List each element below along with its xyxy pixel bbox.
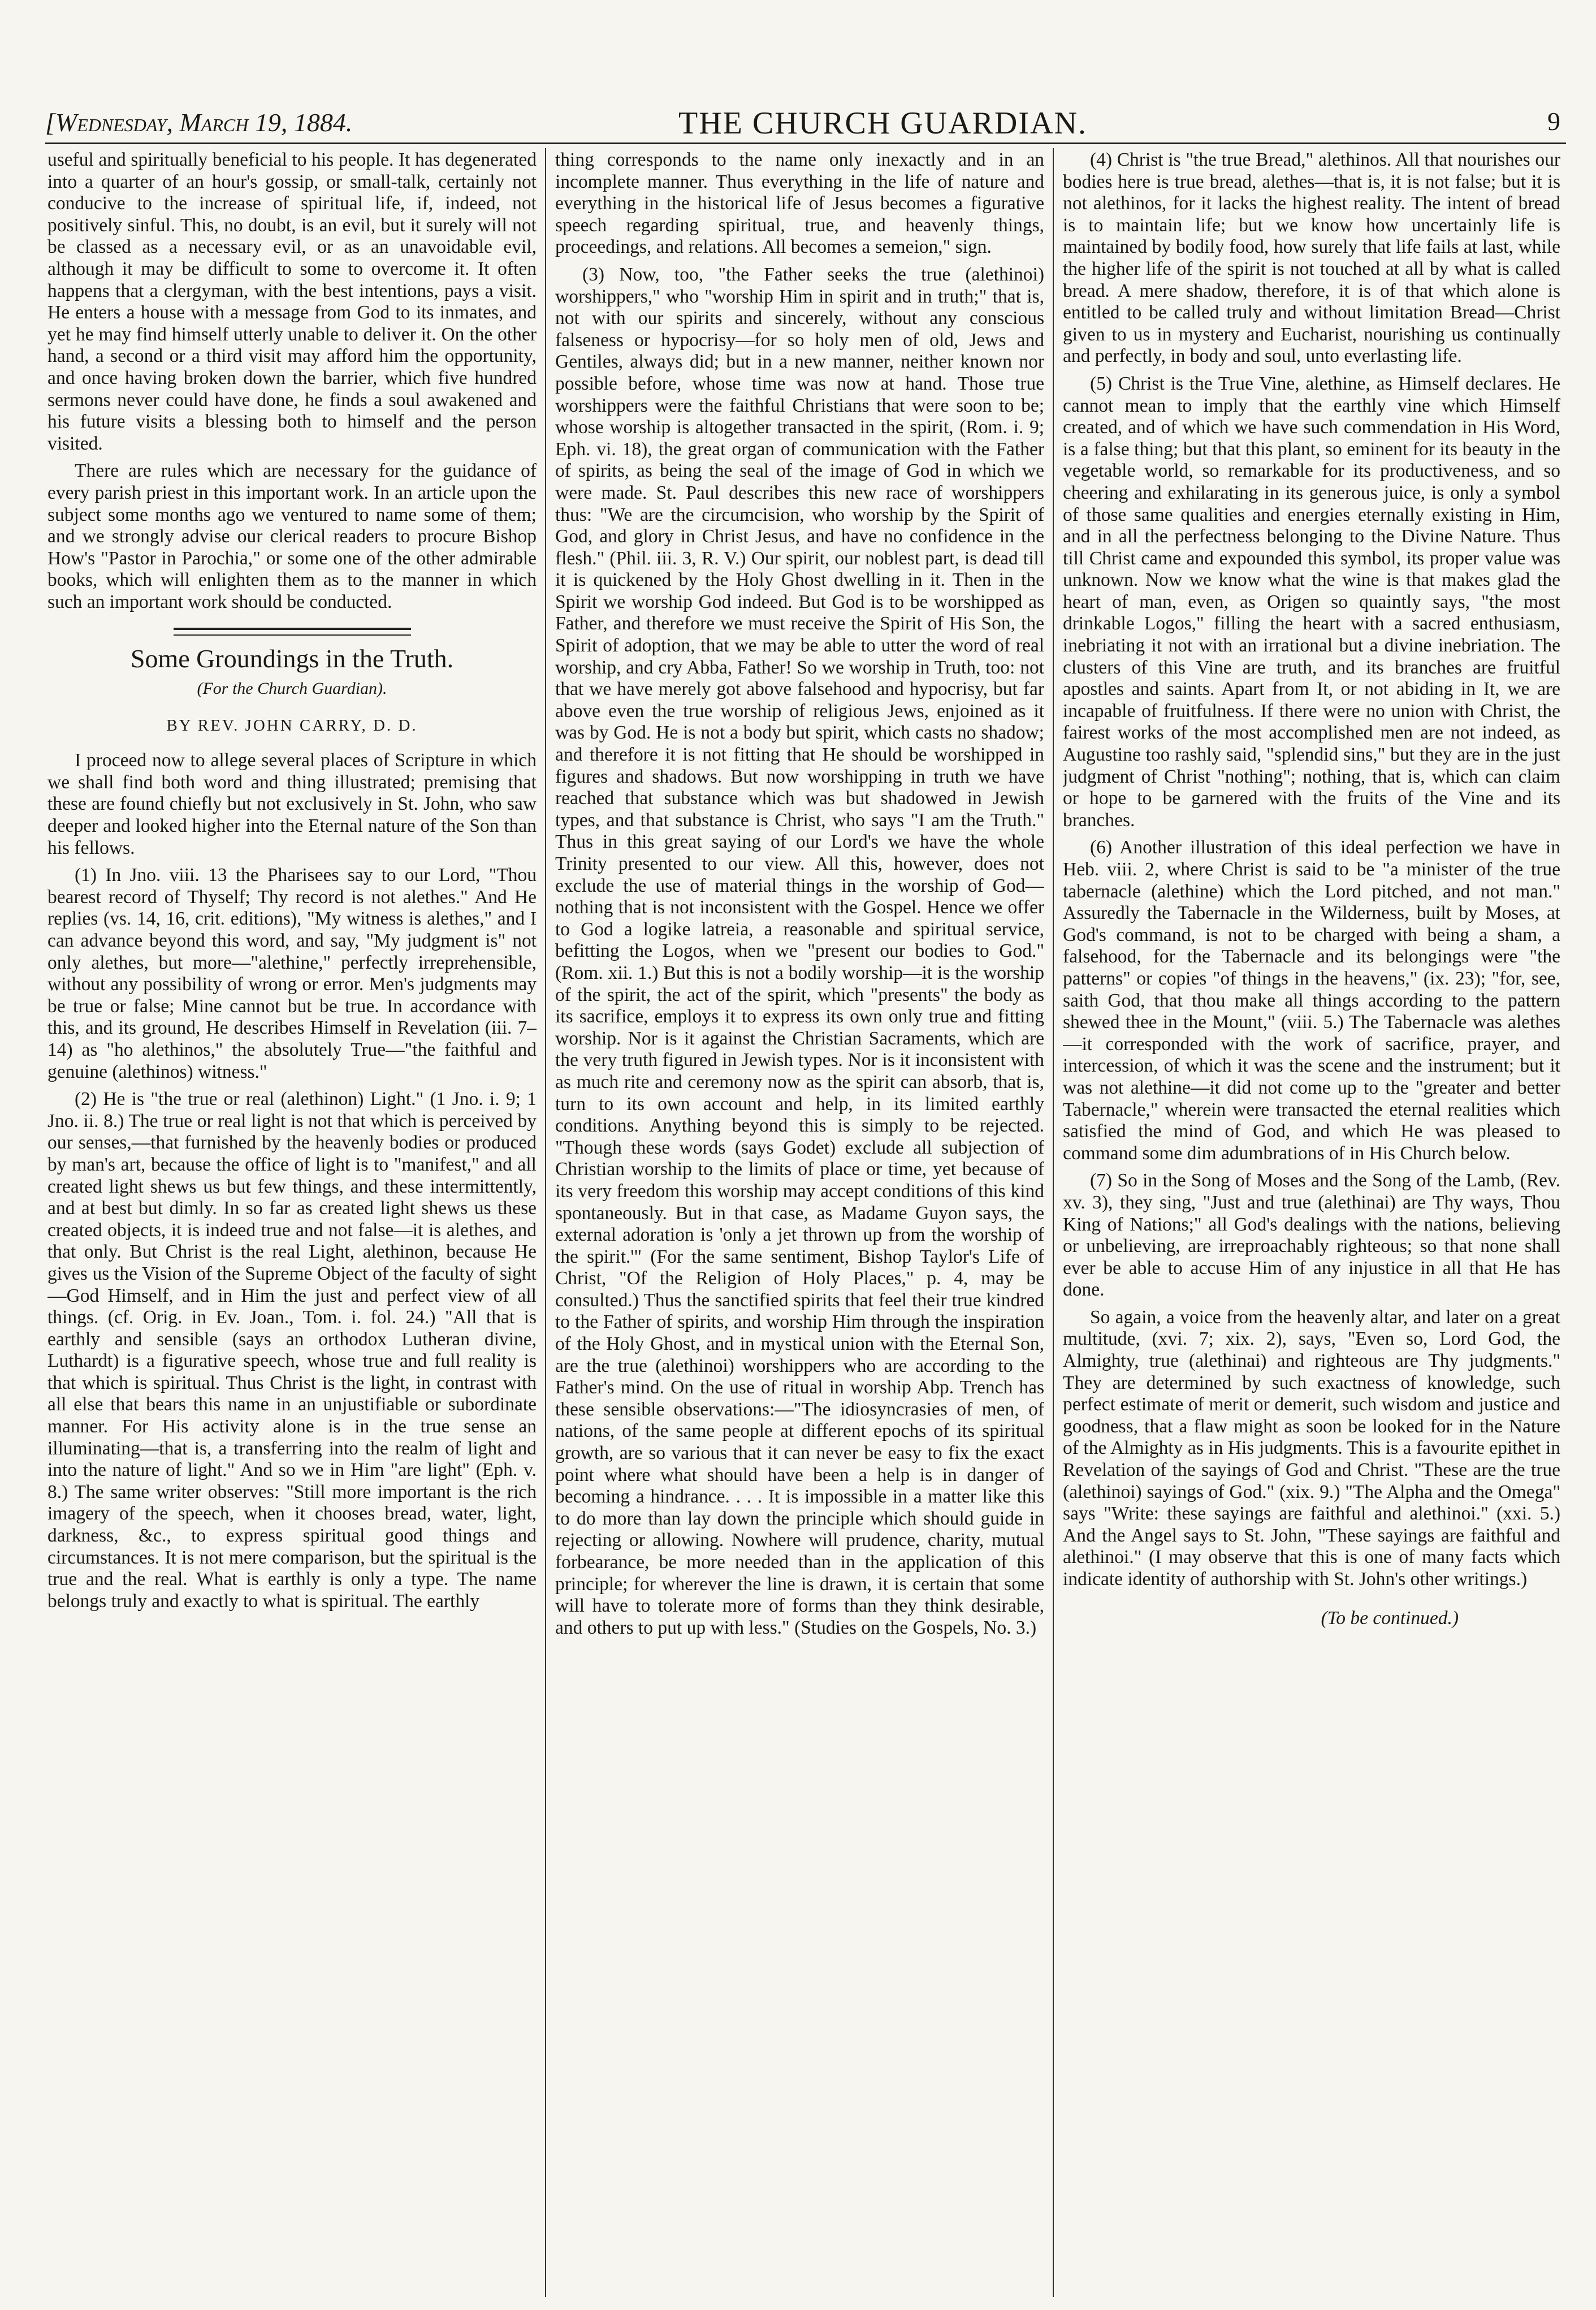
- column-1: [47, 149, 537, 2298]
- paragraph: So again, a voice from the heavenly altar, and later on a great multitude, (xvi. 7; xix. 2), says, "Even so, Lord God, the Almighty, true (alethinai) and righteous are Thy judgments." They are determined by such exactness of knowledge, such perfect estimate of merit or demerit, such wisdom and justice and goodness, that a flaw might as soon be looked for in the Nature of the Almighty as in His judgments. This is a favourite epithet in Revelation of the sayings of God and Christ. "These are the true (alethinoi) sayings of God." (xix. 9.) "The Alpha and the Omega" says "Write: these sayings are faithful and alethinoi." (xxi. 5.) And the Angel says to St. John, "These sayings are faithful and alethinoi." (I may observe that this is one of many facts which indicate identity of authorship with St. John's other writings.): [1063, 1306, 1560, 1590]
- paragraph: useful and spiritually beneficial to his people. It has degenerated into a quarter of an hour's gossip, or small-talk, certainly not conducive to the increase of spiritual life, if, indeed, not positively sinful. This, no doubt, is an evil, but it surely will not be classed as a necessary evil, or as an unavoidable evil, although it may be difficult to some to overcome it. It often happens that a clergyman, with the best intentions, pays a visit. He enters a house with a message from God to its inmates, and yet he may find himself utterly unable to deliver it. On the other hand, a second or a third visit may afford him the opportunity, and once having broken down the barrier, which five hundred sermons never could have done, he finds a soul awakened and his future visits a blessing both to himself and the person visited.: [47, 149, 537, 454]
- article-separator: [174, 628, 411, 636]
- paragraph: I proceed now to allege several places of Scripture in which we shall find both word and thing illustrated; premising that these are found chiefly but not exclusively in St. John, who saw deeper and looked higher into the Eternal nature of the Son than his fellows.: [47, 750, 537, 858]
- page-header: [45, 96, 1566, 141]
- paragraph: (2) He is "the true or real (alethinon) Light." (1 Jno. i. 9; 1 Jno. ii. 8.) The true or real light is not that which is perceived by our senses,—that furnished by the heavenly bodies or produced by man's art, because the office of light is to "manifest," and all created light shews us but few things, and these intermittently, and at best but dimly. In so far as created light shews us these created objects, it is indeed true and not false—it is alethes, and that only. But Christ is the real Light, alethinon, because He gives us the Vision of the Supreme Object of the faculty of sight—God Himself, and in Him the just and perfect view of all things. (cf. Orig. in Ev. Joan., Tom. i. fol. 24.) "All that is earthly and sensible (says an orthodox Lutheran divine, Luthardt) is a figurative speech, whose true and full reality is that which is spiritual. Thus Christ is the light, in contrast with all else that bears this name in an unjustifiable or subordinate manner. For His activity alone is in the true sense an illuminating—that is, a transferring into the realm of light and into the nature of light." And so we in Him "are light" (Eph. v. 8.) The same writer observes: "Still more important is the rich imagery of the speech, when it chooses bread, water, light, darkness, &c., to express spiritual good things and circumstances. It is not mere comparison, but the spiritual is the true and the real. What is earthly is only a type. The name belongs truly and exactly to what is spiritual. The earthly: [47, 1089, 537, 1612]
- to-be-continued: (To be continued.): [1321, 1607, 1459, 1629]
- column-2: [555, 149, 1044, 2298]
- paragraph: thing corresponds to the name only inexactly and in an incomplete manner. Thus everything in the life of nature and everything in the historical life of Jesus becomes a figurative speech regarding spiritual, true, and heavenly things, proceedings, and relations. All becomes a semeion," sign.: [555, 149, 1044, 258]
- column-divider: [545, 148, 546, 2297]
- column-3: [1063, 149, 1560, 2298]
- paragraph: (3) Now, too, "the Father seeks the true (alethinoi) worshippers," who "worship Him in spirit and in truth;" that is, not with our spirits and sincerely, without any conscious falseness or hypocrisy—for so holy men of old, Jews and Gentiles, always did; but in a new manner, neither known nor possible before, whose time was now at hand. Those true worshippers were the faithful Christians that were soon to be; whose worship is altogether transacted in the spirit, (Rom. i. 9; Eph. vi. 18), the great organ of communication with the Father of spirits, as being the seal of the image of God in which we were made. St. Paul describes this new race of worshippers thus: "We are the circumcision, who worship by the Spirit of God, and glory in Christ Jesus, and have no confidence in the flesh." (Phil. iii. 3, R. V.) Our spirit, our noblest part, is dead till it is quickened by the Holy Ghost dwelling in it. Then in the Spirit we worship God indeed. But God is to be worshipped as Father, and therefore we must receive the Spirit of His Son, the Spirit of adoption, that we may be able to utter the word of real worship, and cry Abba, Father! So we worship in Truth, too: not that we have merely got above falsehood and hypocrisy, but far above even the true worship of religious Jews, enjoined as it was by God. He is not a body but spirit, which casts no shadow; and therefore it is not fitting that He should be worshipped in figures and shadows. But now worshipping in truth we have reached that substance which was but shadowed in Jewish types, and that substance is Christ, who says "I am the Truth." Thus in this great saying of our Lord's we have the whole Trinity presented to our view. All this, however, does not exclude the use of material things in the worship of God—nothing that is not inconsistent with the Gospel. Hence we offer to God a logike latreia, a reasonable and spiritual service, befitting the Logos, when we "present our bodies to God." (Rom. xii. 1.) But this is not a bodily worship—it is the worship of the spirit, the act of the spirit, which "presents" the body as its sacrifice, employs it to express its own only true and fitting worship. Nor is it against the Christian Sacraments, which are the very truth figured in Jewish types. Nor is it inconsistent with as much rite and ceremony now as the spirit can absorb, that is, turn to its own account and help, in its limited earthly conditions. Anything beyond this is simply to be rejected. "Though these words (says Godet) exclude all subjection of Christian worship to the limits of place or time, yet because of its very freedom this worship may accept conditions of this kind spontaneously. But in that case, as Madame Guyon says, the external adoration is 'only a jet thrown up from the worship of the spirit.'" (For the same sentiment, Bishop Taylor's Life of Christ, "Of the Religion of Holy Places," p. 4, may be consulted.) Thus the sanctified spirits that feel their true kindred to the Father of spirits, and worship Him through the inspiration of the Holy Ghost, and in mystical union with the Eternal Son, are the true (alethinoi) worshippers who are according to the Father's mind. On the use of ritual in worship Abp. Trench has these sensible observations:—"The idiosyncrasies of men, of nations, of the same people at different epochs of its spiritual growth, are so various that it can never be easy to fix the exact point where what should have been a help is in danger of becoming a hindrance. . . . It is impossible in a matter like this to do more than lay down the principle which should guide in rejecting or allowing. Nowhere will prudence, charity, mutual forbearance, be more needed than in the application of this principle; for wherever the line is drawn, it is certain that some will have to tolerate more of forms than they think desirable, and others to put up with less." (Studies on the Gospels, No. 3.): [555, 264, 1044, 1638]
- paragraph: (7) So in the Song of Moses and the Song of the Lamb, (Rev. xv. 3), they sing, "Just and true (alethinai) are Thy ways, Thou King of Nations;" all God's dealings with the nations, believing or unbelieving, are irreproachably righteous; so that none shall ever be able to accuse Him of any injustice in all that He has done.: [1063, 1170, 1560, 1301]
- paragraph: (4) Christ is "the true Bread," alethinos. All that nourishes our bodies here is true bread, alethes—that is, it is not false; but it is not alethinos, for it lacks the highest reality. The intent of bread is to maintain life; but we know how uncertainly life is maintained by bodily food, how surely that life fails at last, while the higher life of the spirit is not touched at all by what is called bread. A mere shadow, therefore, it is of that which alone is entitled to be called truly and without limitation Bread—Christ given to us in mystery and Eucharist, nourishing us continually and perfectly, in body and soul, unto everlasting life.: [1063, 149, 1560, 367]
- page-number: 9: [1547, 107, 1560, 136]
- paragraph: There are rules which are necessary for the guidance of every parish priest in this important work. In an article upon the subject some months ago we ventured to name some of them; and we strongly advise our clerical readers to procure Bishop How's "Pastor in Parochia," or some one of the other admirable books, which will enlighten them as to the manner in which such an important work should be conducted.: [47, 460, 537, 612]
- paragraph: (6) Another illustration of this ideal perfection we have in Heb. viii. 2, where Christ is said to be "a minister of the true tabernacle (alethine) which the Lord pitched, and not man." Assuredly the Tabernacle in the Wilderness, built by Moses, at God's command, is not to be charged with being a sham, a falsehood, for the Tabernacle and its belongings were "the patterns" or copies "of things in the heavens," (ix. 23); "for, see, saith God, that thou make all things according to the pattern shewed thee in the Mount," (viii. 5.) The Tabernacle was alethes—it corresponded with the work of sacrifice, prayer, and intercession, of which it was the scene and the instrument; but it was not alethine—it did not come up to the "greater and better Tabernacle," wherein were transacted the eternal realities which satisfied the mind of God, and which He was pleased to command some dim adumbrations of in His Church below.: [1063, 837, 1560, 1164]
- newspaper-title: THE CHURCH GUARDIAN.: [678, 106, 1087, 141]
- issue-date: [Wednesday, March 19, 1884.: [45, 108, 353, 137]
- column-divider: [1053, 148, 1054, 2297]
- paragraph: (1) In Jno. viii. 13 the Pharisees say to our Lord, "Thou bearest record of Thyself; Thy record is not alethes." And He replies (vs. 14, 16, crit. editions), "My witness is alethes," and I can advance beyond this word, and say, "My judgment is" not only alethes, but more—"alethine," perfectly irreprehensible, without any possibility of wrong or error. Men's judgments may be true or false; Mine cannot but be true. In accordance with this, and its ground, He describes Himself in Revelation (iii. 7–14) as "ho alethinos," the absolutely True—"the faithful and genuine (alethinos) witness.": [47, 865, 537, 1082]
- paragraph: (5) Christ is the True Vine, alethine, as Himself declares. He cannot mean to imply that the earthly vine which Himself created, and of which we have such commendation in His Word, is a false thing; but that this plant, so eminent for its beauty in the vegetable world, so remarkable for its productiveness, and so cheering and exhilarating in its generous juice, is only a symbol of those same qualities and energies eternally existing in Him, and in all the perfectness belonging to the Divine Nature. Thus till Christ came and expounded this symbol, its proper value was unknown. Now we know what the wine is that makes glad the heart of man, even, as Origen so quaintly says, "the most drinkable Logos," filling the heart with a sacred enthusiasm, inebriating it not with an irrational but a divine inebriation. The clusters of this Vine are truth, and its branches are fruitful apostles and saints. Apart from It, or not abiding in It, we are incapable of fruitfulness. If there were no union with Christ, the fairest works of the most accomplished men are not indeed, as Augustine too rashly said, "splendid sins," but they are in the just judgment of Christ "nothing"; nothing, that is, which can claim or hope to be garnered with the fruits of the Vine and its branches.: [1063, 373, 1560, 831]
- header-rule: [45, 143, 1566, 144]
- article-byline: BY REV. JOHN CARRY, D. D.: [166, 716, 418, 735]
- article-source: (For the Church Guardian).: [197, 679, 387, 698]
- article-title: Some Groundings in the Truth.: [130, 644, 454, 673]
